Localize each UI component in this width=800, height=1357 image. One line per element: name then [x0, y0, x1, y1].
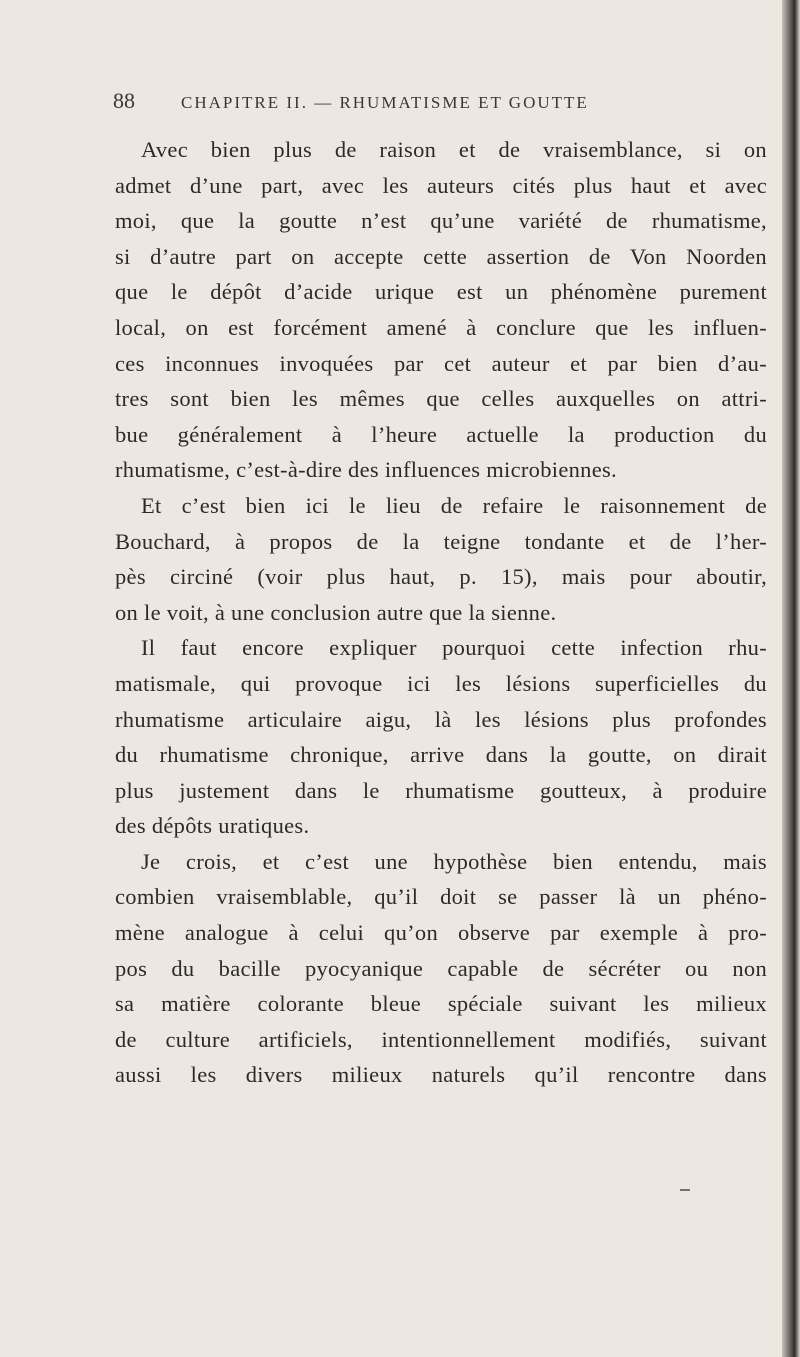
paragraph-line: Et c’est bien ici le lieu de refaire le raisonnement de	[141, 492, 767, 518]
paragraph-line: Bouchard, à propos de la teigne tondante et de l’her-	[115, 528, 767, 554]
paragraph-line: bue généralement à l’heure actuelle la production du	[115, 421, 767, 447]
body-text	[115, 132, 767, 1093]
paragraph-line: local, on est forcément amené à conclure que les influen-	[115, 314, 767, 340]
paragraph-line: mène analogue à celui qu’on observe par exemple à pro-	[115, 920, 767, 946]
paragraph-line: pès circiné (voir plus haut, p. 15), mais pour aboutir,	[115, 564, 767, 590]
paragraph-line: des dépôts uratiques.	[115, 813, 310, 839]
paragraph-line: du rhumatisme chronique, arrive dans la goutte, on dirait	[115, 742, 767, 768]
paragraph-line: rhumatisme articulaire aigu, là les lésions plus profondes	[115, 706, 767, 732]
paragraph-line: ces inconnues invoquées par cet auteur et par bien d’au-	[115, 350, 767, 376]
paragraph-line: de culture artificiels, intentionnellement modifiés, suivant	[115, 1026, 767, 1052]
paragraph-line: Avec bien plus de raison et de vraisemblance, si on	[141, 137, 767, 162]
paragraph-line: aussi les divers milieux naturels qu’il rencontre dans	[115, 1062, 767, 1088]
paragraph-line: tres sont bien les mêmes que celles auxquelles on attri-	[115, 386, 767, 412]
paragraph-line: que le dépôt d’acide urique est un phénomène purement	[115, 279, 767, 305]
paragraph-line: on le voit, à une conclusion autre que la sienne.	[115, 599, 557, 625]
paragraph-line: Je crois, et c’est une hypothèse bien entendu, mais	[141, 848, 767, 874]
print-mark	[680, 1189, 690, 1191]
paragraph-line: pos du bacille pyocyanique capable de sécréter ou non	[115, 955, 767, 981]
paragraph-line: combien vraisemblable, qu’il doit se passer là un phéno-	[115, 884, 767, 910]
paragraph-line: Il faut encore expliquer pourquoi cette infection rhu-	[141, 635, 767, 661]
page-header	[113, 88, 773, 118]
paragraph-line: matismale, qui provoque ici les lésions superficielles du	[115, 670, 767, 696]
paragraph-line: moi, que la goutte n’est qu’une variété de rhumatisme,	[115, 208, 767, 234]
paragraph-line: sa matière colorante bleue spéciale suivant les milieux	[115, 991, 767, 1017]
paragraph-line: admet d’une part, avec les auteurs cités plus haut et avec	[115, 172, 767, 198]
paragraph-line: plus justement dans le rhumatisme goutteux, à produire	[115, 777, 767, 803]
page-edge-shadow	[782, 0, 800, 1357]
paragraph-line: rhumatisme, c’est-à-dire des influences microbiennes.	[115, 457, 617, 483]
page-number: 88	[113, 88, 135, 113]
paragraph-line: si d’autre part on accepte cette assertion de Von Noorden	[115, 243, 767, 269]
running-head: CHAPITRE II. — RHUMATISME ET GOUTTE	[181, 93, 589, 112]
